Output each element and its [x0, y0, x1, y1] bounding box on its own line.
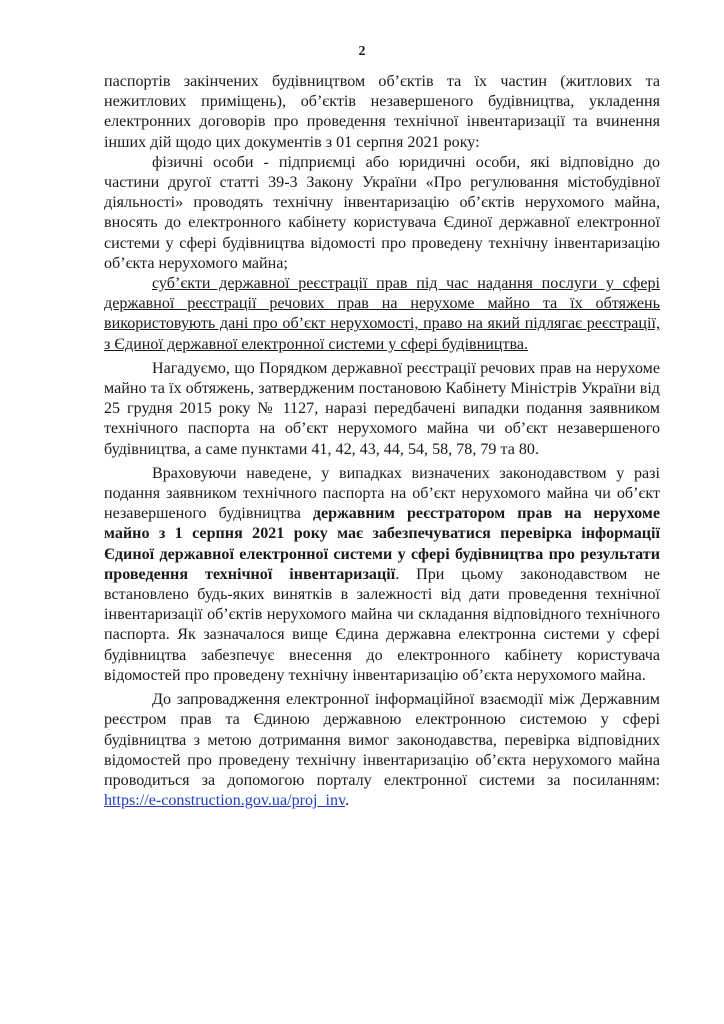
document-body	[104, 72, 660, 811]
paragraph-registration-subjects: суб’єкти державної реєстрації прав під час надання послуги у сфері державної реєстрації речових прав на нерухоме майно та їх обтяжень використовують дані про об’єкт нерухомості, право на який підлягає реєстрації, з Єдиної державної електронної системи у сфері будівництва.	[104, 275, 660, 353]
page-number: 2	[358, 44, 366, 59]
paragraph-considering-bold: державним реєстратором прав на нерухоме майно з 1 серпня 2021 року має забезпечуватися перевірка інформації Єдиної державної електронної системи у сфері будівництва про результати проведення технічної інвентаризації	[104, 505, 660, 583]
paragraph-considering-text-2: . При цьому законодавством не встановлено будь-яких винятків в залежності від дати проведення технічної інвентаризації об’єктів нерухомого майна чи складання відповідного технічного паспорта. Як зазначалося вище Єдина державна електронна системи у сфері будівництва забезпечує внесення до електронного кабінету користувача відомостей про проведену технічну інвентаризацію об’єкта нерухомого майна.	[104, 565, 661, 684]
paragraph-inventory-persons: фізичні особи - підприємці або юридичні особи, які відповідно до частини другої статті 39-3 Закону України «Про регулювання містобудівної діяльності» проводять технічну інвентаризацію об’єктів нерухомого майна, вносять до електронного кабінету користувача Єдиної державної електронної системи у сфері будівництва відомості про проведену технічну інвентаризацію об’єкта нерухомого майна;	[104, 153, 660, 272]
paragraph-considering	[104, 464, 660, 686]
paragraph-reminder: Нагадуємо, що Порядком державної реєстрації речових прав на нерухоме майно та їх обтяжень, затвердженим постановою Кабінету Міністрів України від 25 грудня 2015 року № 1127, наразі передбачені випадки подання заявником технічного паспорта на об’єкт нерухомого майна чи об’єкт незавершеного будівництва, а саме пунктами 41, 42, 43, 44, 54, 58, 78, 79 та 80.	[104, 359, 660, 458]
paragraph-considering-text-1: Враховуючи наведене, у випадках визначених законодавством у разі подання заявником технічного паспорта на об’єкт нерухомого майна чи об’єкт незавершеного будівництва	[104, 464, 660, 523]
paragraph-interaction-text: До запровадження електронної інформаційної взаємодії між Державним реєстром прав та Єдиною державною електронною системою у сфері будівництва з метою дотримання вимог законодавства, перевірка відповідних відомостей про проведену технічну інвентаризацію об’єкта нерухомого майна проводиться за допомогою порталу електронної системи за посиланням:	[104, 691, 660, 789]
paragraph-interaction	[104, 690, 660, 811]
paragraph-continuation: паспортів закінчених будівництвом об’єктів та їх частин (житлових та нежитлових приміщень), об’єктів незавершеного будівництва, укладення електронних договорів про проведення технічної інвентаризації та вчинення інших дій щодо цих документів з 01 серпня 2021 року:	[104, 73, 660, 151]
e-construction-link[interactable]: https://e-construction.gov.ua/proj_inv	[104, 792, 346, 810]
paragraph-interaction-end: .	[345, 792, 350, 810]
